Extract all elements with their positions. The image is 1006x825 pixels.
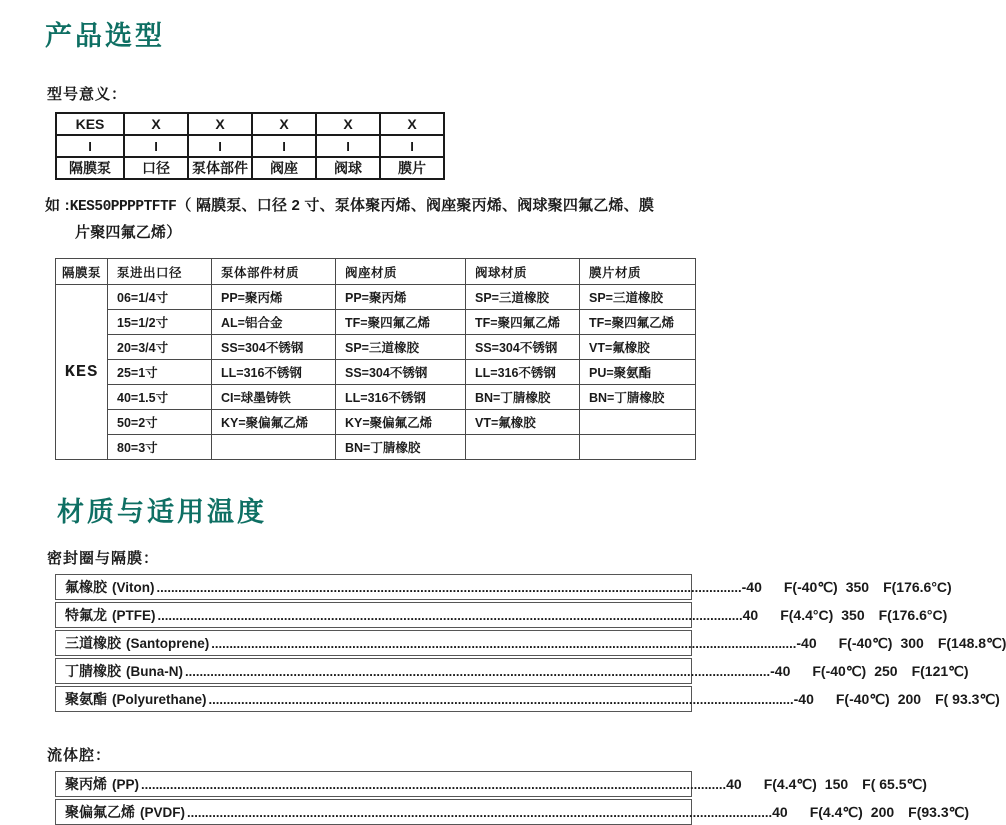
- selection-row: [56, 360, 696, 385]
- model-meaning-table: [55, 112, 445, 180]
- cell-seat: KY=聚偏氟乙烯: [336, 410, 466, 435]
- high-temp-unit: ℃): [979, 690, 1000, 707]
- low-temp-c: F(-40: [783, 579, 818, 595]
- model-bar-row: [56, 135, 444, 157]
- selection-row: [56, 310, 696, 335]
- cell-diaphragm: VT=氟橡胶: [580, 335, 696, 360]
- page-title-product-selection: 产品选型: [45, 21, 165, 51]
- cell-body: [212, 435, 336, 460]
- high-temp-c: F(121: [911, 663, 949, 679]
- cell-body: PP=聚丙烯: [212, 285, 336, 310]
- low-temp-unit: ℃): [869, 690, 890, 707]
- fluid-chamber-label: 流体腔：: [47, 747, 112, 764]
- material-name-en: (Viton): [112, 579, 155, 595]
- cell-size: 80=3寸: [108, 435, 212, 460]
- cell-body: CI=球墨铸铁: [212, 385, 336, 410]
- model-cell: X: [252, 113, 316, 135]
- cell-seat: SS=304不锈钢: [336, 360, 466, 385]
- low-temp-f: 40: [742, 607, 759, 623]
- high-temp-unit: °C): [931, 579, 952, 595]
- material-name-en: (PP): [112, 776, 139, 792]
- col-header-body-material: 泵体部件材质: [212, 259, 336, 285]
- high-temp-unit: °C): [926, 607, 948, 623]
- model-cell: X: [380, 113, 444, 135]
- high-temp-c: F( 65.5: [862, 776, 907, 792]
- cell-diaphragm: TF=聚四氟乙烯: [580, 310, 696, 335]
- example-line-2: 片聚四氟乙烯）: [75, 224, 182, 241]
- low-temp-c: F(-40: [838, 635, 873, 651]
- cell-body: LL=316不锈钢: [212, 360, 336, 385]
- cell-size: 40=1.5寸: [108, 385, 212, 410]
- high-temp-f: 200: [870, 804, 895, 820]
- model-code-row: [56, 113, 444, 135]
- low-temp-unit: °C): [812, 607, 834, 623]
- high-temp-c: F(176.6: [878, 607, 927, 623]
- high-temp-unit: ℃): [948, 662, 969, 679]
- dotted-leader: [158, 608, 743, 623]
- model-cell: KES: [56, 113, 124, 135]
- material-name-en: (PVDF): [140, 804, 185, 820]
- model-cell: I: [188, 135, 252, 157]
- dotted-leader: [209, 692, 794, 707]
- material-name-cn: 聚丙烯: [65, 776, 107, 792]
- high-temp-f: 350: [841, 607, 865, 623]
- cell-body: AL=铝合金: [212, 310, 336, 335]
- cell-ball: BN=丁腈橡胶: [466, 385, 580, 410]
- material-name-cn: 聚偏氟乙烯: [65, 804, 135, 820]
- cell-ball: [466, 435, 580, 460]
- dotted-leader: [185, 664, 770, 679]
- cell-seat: SP=三道橡胶: [336, 335, 466, 360]
- cell-diaphragm: [580, 435, 696, 460]
- low-temp-c: F(4.4: [780, 607, 813, 623]
- cell-diaphragm: SP=三道橡胶: [580, 285, 696, 310]
- material-temp-row: [55, 658, 969, 684]
- material-temp-row: [55, 574, 952, 600]
- selection-row: [56, 335, 696, 360]
- material-name-en: (Polyurethane): [112, 691, 207, 707]
- high-temp-c: F(148.8: [937, 635, 987, 651]
- low-temp-unit: ℃): [796, 775, 817, 792]
- low-temp-f: -40: [793, 691, 814, 707]
- high-temp-unit: ℃): [906, 775, 927, 792]
- model-cell: I: [124, 135, 188, 157]
- cell-ball: VT=氟橡胶: [466, 410, 580, 435]
- col-header-seat-material: 阀座材质: [336, 259, 466, 285]
- high-temp-f: 350: [845, 579, 870, 595]
- col-header-ball-material: 阀球材质: [466, 259, 580, 285]
- material-name-en: (Santoprene): [126, 635, 210, 651]
- selection-row: [56, 285, 696, 310]
- low-temp-unit: ℃): [872, 634, 893, 651]
- high-temp-c: F( 93.3: [935, 691, 980, 707]
- col-header-diaphragm-material: 膜片材质: [580, 259, 696, 285]
- cell-size: 50=2寸: [108, 410, 212, 435]
- series-code-cell: KES: [56, 285, 108, 460]
- cell-ball: SP=三道橡胶: [466, 285, 580, 310]
- selection-header-row: [56, 259, 696, 285]
- example-line-1: [45, 193, 750, 220]
- low-temp-f: -40: [741, 579, 762, 595]
- cell-ball: TF=聚四氟乙烯: [466, 310, 580, 335]
- selection-row: [56, 435, 696, 460]
- low-temp-f: -40: [796, 635, 817, 651]
- cell-size: 06=1/4寸: [108, 285, 212, 310]
- model-meaning-label: 型号意义：: [47, 86, 128, 103]
- high-temp-f: 300: [900, 635, 924, 651]
- model-cell: 阀球: [316, 157, 380, 179]
- material-name-cn: 聚氨酯: [65, 691, 107, 707]
- high-temp-c: F(93.3: [908, 804, 949, 820]
- model-cell: 阀座: [252, 157, 316, 179]
- cell-size: 15=1/2寸: [108, 310, 212, 335]
- material-name-en: (Buna-N): [126, 663, 183, 679]
- cell-diaphragm: BN=丁腈橡胶: [580, 385, 696, 410]
- high-temp-f: 200: [897, 691, 922, 707]
- low-temp-f: -40: [770, 663, 791, 679]
- low-temp-unit: ℃): [817, 578, 838, 595]
- cell-seat: TF=聚四氟乙烯: [336, 310, 466, 335]
- low-temp-f: 40: [726, 776, 742, 792]
- material-name-cn: 氟橡胶: [65, 579, 107, 595]
- model-cell: 泵体部件: [188, 157, 252, 179]
- cell-seat: BN=丁腈橡胶: [336, 435, 466, 460]
- material-temp-row: [55, 799, 969, 825]
- material-name-cn: 特氟龙: [65, 607, 107, 623]
- low-temp-unit: ℃): [842, 803, 863, 820]
- cell-size: 25=1寸: [108, 360, 212, 385]
- model-cell: X: [316, 113, 380, 135]
- dotted-leader: [141, 777, 726, 792]
- selection-row: [56, 410, 696, 435]
- page-title-materials-temperature: 材质与适用温度: [57, 497, 267, 527]
- low-temp-c: F(-40: [812, 663, 846, 679]
- seal-diaphragm-label: 密封圈与隔膜：: [47, 550, 160, 567]
- col-header-port-size: 泵进出口径: [108, 259, 212, 285]
- high-temp-f: 150: [824, 776, 849, 792]
- model-cell: X: [124, 113, 188, 135]
- cell-seat: PP=聚丙烯: [336, 285, 466, 310]
- cell-body: KY=聚偏氟乙烯: [212, 410, 336, 435]
- high-temp-f: 250: [874, 663, 898, 679]
- cell-body: SS=304不锈钢: [212, 335, 336, 360]
- model-cell: I: [252, 135, 316, 157]
- model-desc-row: [56, 157, 444, 179]
- model-cell: 膜片: [380, 157, 444, 179]
- cell-size: 20=3/4寸: [108, 335, 212, 360]
- low-temp-unit: ℃): [845, 662, 867, 679]
- low-temp-c: F(4.4: [763, 776, 797, 792]
- selection-row: [56, 385, 696, 410]
- model-cell: I: [316, 135, 380, 157]
- cell-diaphragm: [580, 410, 696, 435]
- model-cell: 口径: [124, 157, 188, 179]
- high-temp-c: F(176.6: [883, 579, 932, 595]
- cell-seat: LL=316不锈钢: [336, 385, 466, 410]
- material-temp-row: [55, 630, 1006, 656]
- low-temp-c: F(-40: [835, 691, 870, 707]
- model-cell: X: [188, 113, 252, 135]
- low-temp-f: 40: [772, 804, 788, 820]
- material-name-cn: 丁腈橡胶: [65, 663, 121, 679]
- model-cell: I: [380, 135, 444, 157]
- low-temp-c: F(4.4: [809, 804, 843, 820]
- cell-ball: SS=304不锈钢: [466, 335, 580, 360]
- model-cell: I: [56, 135, 124, 157]
- material-selection-table: [55, 258, 696, 460]
- dotted-leader: [157, 580, 742, 595]
- cell-ball: LL=316不锈钢: [466, 360, 580, 385]
- material-name-cn: 三道橡胶: [65, 635, 121, 651]
- example-rest: （ 隔膜泵、口径 2 寸、泵体聚丙烯、阀座聚丙烯、阀球聚四氟乙烯、膜: [176, 197, 655, 214]
- model-cell: 隔膜泵: [56, 157, 124, 179]
- example-prefix: 如 :: [45, 197, 70, 214]
- material-name-en: (PTFE): [112, 607, 156, 623]
- material-temp-row: [55, 602, 948, 628]
- high-temp-unit: ℃): [986, 634, 1006, 651]
- dotted-leader: [211, 636, 796, 651]
- example-model-code: KES50PPPPTFTF: [69, 199, 177, 215]
- col-header-pump: 隔膜泵: [56, 259, 108, 285]
- material-temp-row: [55, 686, 1000, 712]
- cell-diaphragm: PU=聚氨酯: [580, 360, 696, 385]
- material-temp-row: [55, 771, 927, 797]
- model-example-text: [45, 193, 750, 246]
- dotted-leader: [187, 805, 772, 820]
- high-temp-unit: ℃): [948, 803, 969, 820]
